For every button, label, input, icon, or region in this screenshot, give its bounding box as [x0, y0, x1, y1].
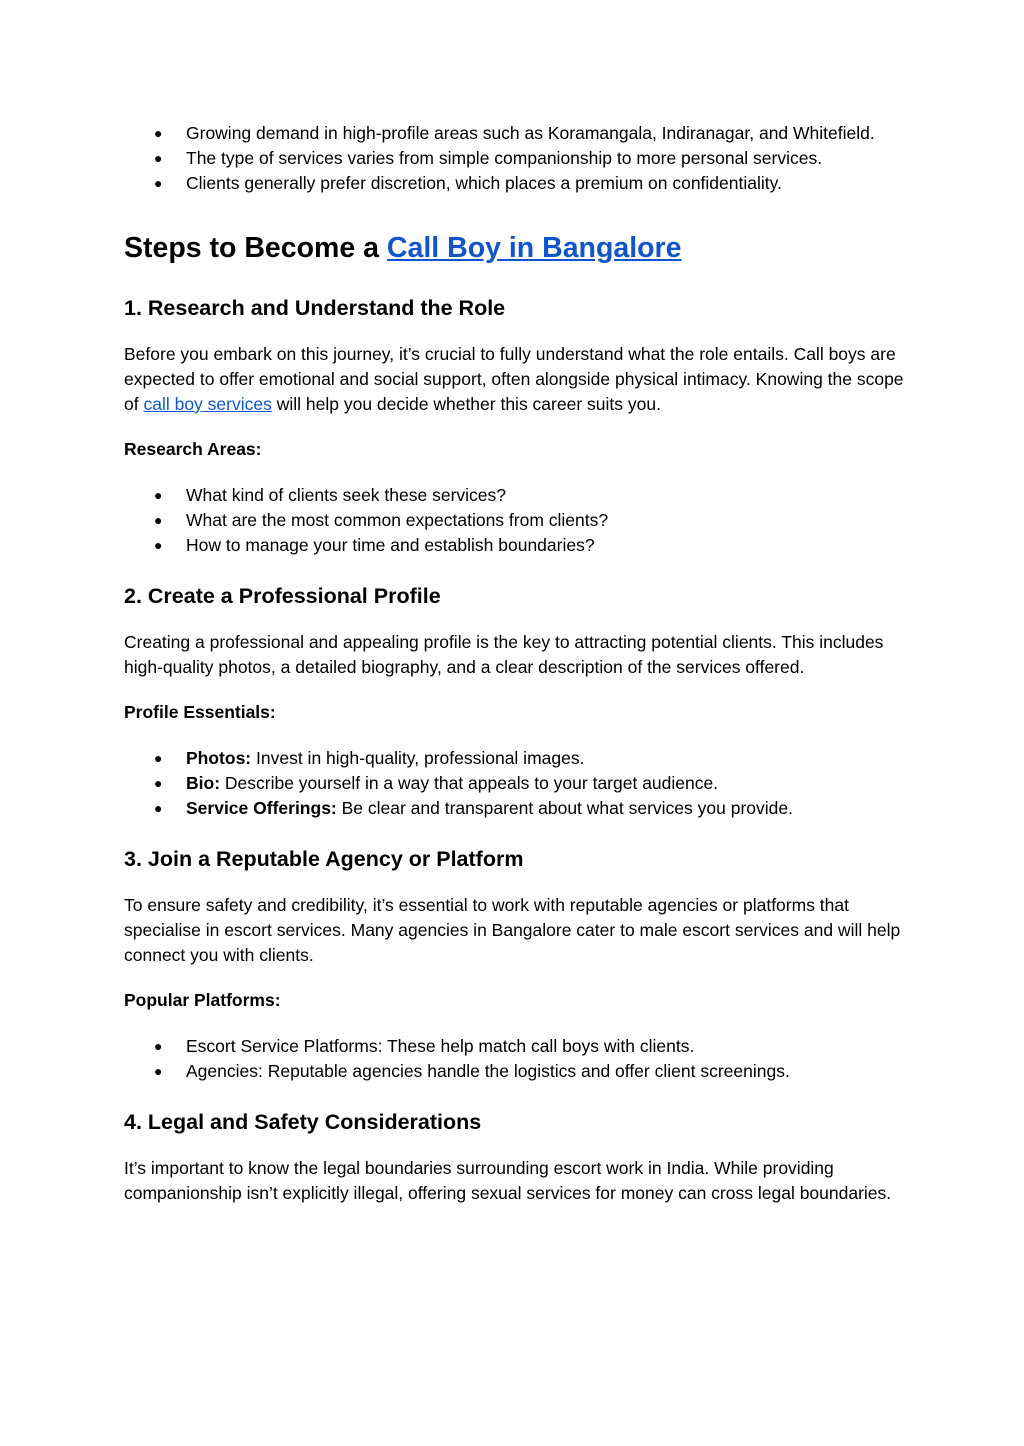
list-item-text: Describe yourself in a way that appeals to your target audience. [220, 773, 719, 793]
list-item-text: Agencies: Reputable agencies handle the logistics and offer client screenings. [186, 1061, 790, 1081]
document-page [124, 121, 904, 1206]
section-2-heading: 2. Create a Professional Profile [124, 584, 441, 608]
list-item-text: The type of services varies from simple companionship to more personal services. [186, 148, 823, 168]
bullet-icon: ● [154, 175, 163, 191]
list-item [124, 121, 904, 146]
popular-platforms-label: Popular Platforms: [124, 990, 281, 1010]
section-4-heading: 4. Legal and Safety Considerations [124, 1110, 482, 1134]
list-item-text: What kind of clients seek these services? [186, 485, 507, 505]
list-item-text: Clients generally prefer discretion, which places a premium on confidentiality. [186, 173, 782, 193]
list-item-text: Invest in high-quality, professional images. [251, 748, 585, 768]
list-item [124, 771, 904, 796]
list-item-text: How to manage your time and establish boundaries? [186, 535, 595, 555]
section-2-paragraph: Creating a professional and appealing profile is the key to attracting potential clients. This includes high-quality photos, a detailed biography, and a clear description of the services offered. [124, 632, 884, 677]
research-areas-label: Research Areas: [124, 439, 262, 459]
section-1-paragraph [124, 342, 904, 417]
section-3-heading: 3. Join a Reputable Agency or Platform [124, 847, 524, 871]
profile-essentials-list [124, 746, 904, 821]
list-item [124, 796, 904, 821]
popular-platforms-list [124, 1034, 904, 1084]
list-item [124, 508, 904, 533]
paragraph-text: will help you decide whether this career suits you. [271, 394, 661, 414]
list-item-text: Growing demand in high-profile areas such as Koramangala, Indiranagar, and Whitefield. [186, 123, 875, 143]
list-item [124, 483, 904, 508]
list-item-text: Be clear and transparent about what services you provide. [336, 798, 793, 818]
section-4-paragraph: It’s important to know the legal boundaries surrounding escort work in India. While providing companionship isn’t explicitly illegal, offering sexual services for money can cross legal boundaries. [124, 1158, 892, 1203]
list-item [124, 1034, 904, 1059]
section-3-paragraph: To ensure safety and credibility, it’s essential to work with reputable agencies or platforms that specialise in escort services. Many agencies in Bangalore cater to male escort services and will help connect you with clients. [124, 895, 901, 965]
list-item-text: Escort Service Platforms: These help match call boys with clients. [186, 1036, 695, 1056]
bullet-icon: ● [154, 775, 163, 791]
list-item [124, 171, 904, 196]
bullet-icon: ● [154, 512, 163, 528]
call-boy-services-link[interactable]: call boy services [143, 394, 272, 414]
list-item-term: Bio: [186, 773, 221, 793]
list-item [124, 533, 904, 558]
bullet-icon: ● [154, 1038, 163, 1054]
list-item-text: What are the most common expectations from clients? [186, 510, 609, 530]
main-heading-link[interactable]: Call Boy in Bangalore [386, 232, 682, 264]
paragraph-text: Before you embark on this journey, it’s crucial to fully understand what the role entails. Call boys are expected to offer emotional and social support, often alongside physical intimacy. Knowing the scope of [124, 344, 904, 414]
bullet-icon: ● [154, 487, 163, 503]
profile-essentials-label: Profile Essentials: [124, 702, 276, 722]
list-item-term: Photos: [186, 748, 252, 768]
list-item [124, 746, 904, 771]
list-item [124, 146, 904, 171]
bullet-icon: ● [154, 537, 163, 553]
bullet-icon: ● [154, 750, 163, 766]
intro-bullet-list [124, 121, 904, 196]
bullet-icon: ● [154, 125, 163, 141]
section-1-heading: 1. Research and Understand the Role [124, 296, 506, 320]
research-areas-list [124, 483, 904, 558]
main-heading-text: Steps to Become a [124, 232, 387, 264]
list-item-term: Service Offerings: [186, 798, 337, 818]
main-heading [124, 230, 904, 266]
bullet-icon: ● [154, 150, 163, 166]
bullet-icon: ● [154, 800, 163, 816]
bullet-icon: ● [154, 1063, 163, 1079]
list-item [124, 1059, 904, 1084]
